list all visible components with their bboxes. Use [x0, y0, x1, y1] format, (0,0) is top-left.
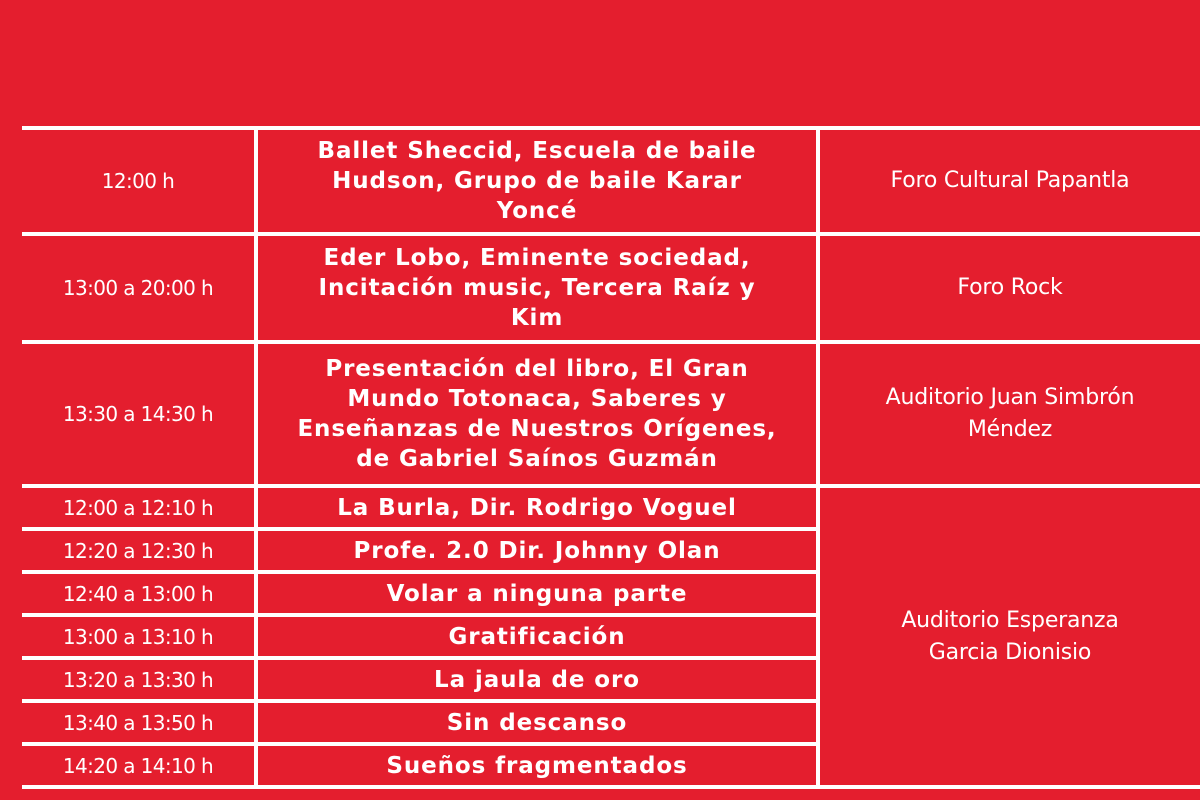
schedule-table [22, 126, 1200, 789]
time-cell: 12:00 h [22, 128, 256, 234]
time-cell: 12:20 a 12:30 h [22, 529, 256, 572]
venue-cell [818, 234, 1200, 342]
venue-cell [818, 128, 1200, 234]
event-line: Eder Lobo, Eminente sociedad, [323, 245, 751, 271]
event-cell: La Burla, Dir. Rodrigo Voguel [256, 486, 818, 529]
time-cell: 13:40 a 13:50 h [22, 701, 256, 744]
event-cell: Sueños fragmentados [256, 744, 818, 787]
event-line: Yoncé [496, 198, 578, 224]
venue-line: Garcia Dionisio [928, 639, 1092, 665]
venue-cell [818, 342, 1200, 486]
table-row [22, 234, 1200, 342]
event-line: Kim [510, 305, 564, 331]
event-cell: Profe. 2.0 Dir. Johnny Olan [256, 529, 818, 572]
event-cell: Sin descanso [256, 701, 818, 744]
time-cell: 13:00 a 20:00 h [22, 234, 256, 342]
time-cell: 12:00 a 12:10 h [22, 486, 256, 529]
venue-line: Foro Rock [957, 275, 1063, 300]
event-line: Hudson, Grupo de baile Karar [332, 168, 742, 194]
event-line: Mundo Totonaca, Saberes y [347, 386, 727, 412]
time-cell: 13:20 a 13:30 h [22, 658, 256, 701]
venue-line: Méndez [967, 417, 1053, 442]
venue-line: Auditorio Esperanza [901, 607, 1119, 633]
table-row [22, 486, 1200, 529]
venue-cell-shared [818, 486, 1200, 787]
event-cell: Volar a ninguna parte [256, 572, 818, 615]
time-cell: 12:40 a 13:00 h [22, 572, 256, 615]
time-cell: 13:30 a 14:30 h [22, 342, 256, 486]
event-cell [256, 234, 818, 342]
time-cell: 14:20 a 14:10 h [22, 744, 256, 787]
event-cell [256, 128, 818, 234]
event-line: Incitación music, Tercera Raíz y [318, 275, 756, 301]
venue-line: Auditorio Juan Simbrón [885, 385, 1135, 410]
venue-line: Foro Cultural Papantla [890, 168, 1130, 193]
event-line: Enseñanzas de Nuestros Orígenes, [297, 416, 777, 442]
event-line: de Gabriel Saínos Guzmán [356, 446, 718, 472]
event-cell: La jaula de oro [256, 658, 818, 701]
event-cell: Gratificación [256, 615, 818, 658]
table-row [22, 342, 1200, 486]
event-cell [256, 342, 818, 486]
time-cell: 13:00 a 13:10 h [22, 615, 256, 658]
table-row [22, 128, 1200, 234]
event-line: Ballet Sheccid, Escuela de baile [317, 138, 757, 164]
event-line: Presentación del libro, El Gran [325, 356, 749, 382]
